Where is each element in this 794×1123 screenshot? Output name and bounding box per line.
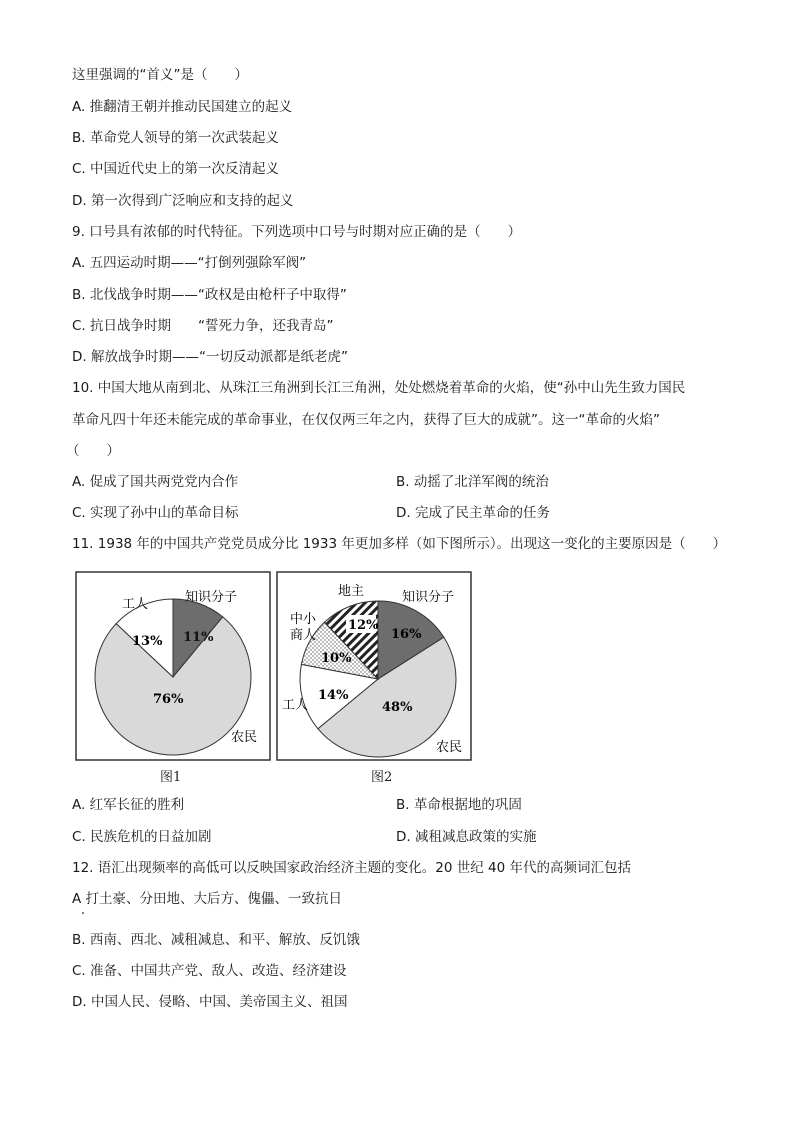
fig2-value-merchants: 10% (321, 651, 352, 666)
q11-stem: 11. 1938 年的中国共产党党员成分比 1933 年更加多样（如下图所示）。出现这一变化的主要原因是（ ） (72, 536, 727, 552)
q12-option-c: C. 准备、中国共产党、敌人、改造、经济建设 (72, 963, 347, 979)
fig2-label-merchants-2: 商人 (290, 628, 317, 643)
pie-fig1-svg (75, 571, 271, 761)
q9-stem: 9. 口号具有浓郁的时代特征。下列选项中口号与时期对应正确的是（ ） (72, 224, 522, 240)
q9-option-a: A. 五四运动时期——“打倒列强除军阀” (72, 255, 307, 271)
q12-stem: 12. 语汇出现频率的高低可以反映国家政治经济主题的变化。20 世纪 40 年代的高频词汇包括 (72, 860, 631, 876)
stray-dot (82, 912, 84, 914)
q10-stem-line3: （ ） (66, 443, 120, 459)
q8-option-c: C. 中国近代史上的第一次反清起义 (72, 161, 280, 177)
q10-option-c: C. 实现了孙中山的革命目标 (72, 505, 239, 521)
q10-option-a: A. 促成了国共两党党内合作 (72, 474, 239, 490)
fig2-label-intellectuals: 知识分子 (402, 590, 455, 605)
q11-option-b: B. 革命根据地的巩固 (396, 797, 522, 813)
q9-option-b: B. 北伐战争时期——“政权是由枪杆子中取得” (72, 287, 347, 303)
fig1-caption: 图1 (160, 770, 182, 785)
fig1-value-workers: 13% (132, 634, 163, 649)
fig2-value-intellectuals: 16% (391, 627, 422, 642)
q11-option-c: C. 民族危机的日益加剧 (72, 829, 212, 845)
q9-option-c: C. 抗日战争时期 “誓死力争，还我青岛” (72, 318, 334, 334)
q10-stem-line2: 革命凡四十年还未能完成的革命事业，在仅仅两三年之内，获得了巨大的成就”。这一“革命的火焰” (72, 412, 660, 428)
fig1-label-peasants: 农民 (231, 730, 258, 745)
fig2-value-landlords: 12% (348, 618, 379, 633)
q12-option-a: A 打土豪、分田地、大后方、傀儡、一致抗日 (72, 891, 343, 907)
pie-fig2-svg (276, 571, 472, 761)
fig2-label-landlords: 地主 (338, 584, 365, 599)
q10-option-b: B. 动摇了北洋军阀的统治 (396, 474, 549, 490)
fig2-label-merchants-1: 中小 (290, 612, 317, 627)
q10-stem-line1: 10. 中国大地从南到北、从珠江三角洲到长江三角洲，处处燃烧着革命的火焰，使“孙中山先生致力国民 (72, 380, 686, 396)
q9-option-d: D. 解放战争时期——“一切反动派都是纸老虎” (72, 349, 348, 365)
q8-option-b: B. 革命党人领导的第一次武装起义 (72, 130, 279, 146)
q8-stem: 这里强调的“首义”是（ ） (72, 67, 248, 83)
q8-option-d: D. 第一次得到广泛响应和支持的起义 (72, 193, 294, 209)
q12-option-b: B. 西南、西北、减租减息、和平、解放、反饥饿 (72, 932, 360, 948)
pie-chart-fig2 (276, 571, 472, 765)
fig1-value-peasants: 76% (153, 692, 184, 707)
fig1-slices (95, 599, 251, 755)
q8-option-a: A. 推翻清王朝并推动民国建立的起义 (72, 99, 293, 115)
q10-option-d: D. 完成了民主革命的任务 (396, 505, 550, 521)
fig1-label-workers: 工人 (122, 597, 149, 612)
fig2-label-workers: 工人 (282, 698, 309, 713)
q12-option-d: D. 中国人民、侵略、中国、美帝国主义、祖国 (72, 994, 348, 1010)
q11-option-d: D. 减租减息政策的实施 (396, 829, 537, 845)
fig1-label-intellectuals: 知识分子 (185, 590, 238, 605)
fig1-value-intellectuals: 11% (183, 630, 214, 645)
q11-option-a: A. 红军长征的胜利 (72, 797, 185, 813)
fig2-value-peasants: 48% (382, 700, 413, 715)
fig2-value-workers: 14% (318, 688, 349, 703)
fig2-label-peasants: 农民 (436, 740, 463, 755)
fig2-caption: 图2 (371, 770, 393, 785)
pie-chart-fig1 (75, 571, 271, 765)
